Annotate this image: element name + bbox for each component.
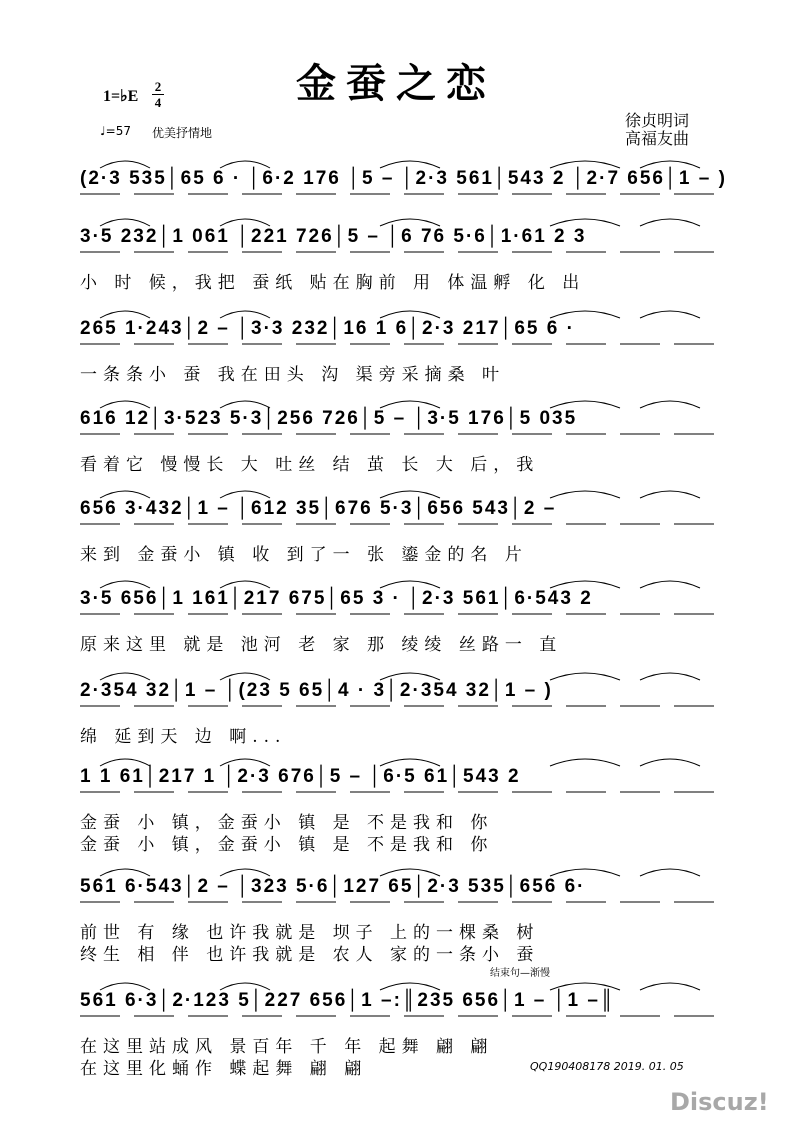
notation-row [80, 310, 720, 348]
notation-text: 265 1·243│2 – │3·3 232│16 1 6│2·3 217│65 6 · [80, 318, 575, 339]
slur-arc [380, 311, 440, 318]
slur-arc [550, 161, 620, 168]
notation-text: 2·354 32│1 – │(23 5 65│4 · 3│2·354 32│1 – ) [80, 680, 553, 701]
slur-arc [100, 983, 150, 990]
slur-arc [220, 759, 270, 766]
slur-arc [640, 869, 700, 876]
slur-arc [380, 869, 440, 876]
lyric-line: 金蚕 小 镇，金蚕小 镇 是 不是我和 你 [80, 813, 494, 833]
notation-text: (2·3 535│65 6 · │6·2 176 │5 – │2·3 561│543 2 │2·7 656│1 – ) [80, 168, 727, 189]
slur-arc [100, 759, 150, 766]
slur-arc [380, 673, 440, 680]
slur-arc [380, 491, 440, 498]
slur-arc [640, 401, 700, 408]
slur-arc [550, 491, 620, 498]
expression-marking: 优美抒情地 [152, 126, 213, 140]
tempo-marking: ♩=57 [100, 124, 131, 138]
notation-row [80, 758, 720, 796]
slur-arc [640, 161, 700, 168]
slur-arc [550, 311, 620, 318]
slur-arc [220, 161, 270, 168]
notation-row [80, 218, 720, 256]
slur-arc [550, 401, 620, 408]
slur-arc [380, 401, 440, 408]
notation-text: 561 6·3│2·123 5│227 656│1 –:║235 656│1 – │1 –║ [80, 990, 616, 1011]
slur-arc [220, 219, 270, 226]
lyric-line: 绵 延到天 边 啊... [80, 727, 287, 747]
slur-arc [100, 219, 150, 226]
time-top: 2 [154, 79, 162, 94]
lyric-line: 终生 相 伴 也许我就是 农人 家的一条小 蚕 [80, 945, 540, 965]
lyric-line: 在这里站成风 景百年 千 年 起舞 翩 翩 [80, 1037, 494, 1057]
notation-text: 1 1 61│217 1 │2·3 676│5 – │6·5 61│543 2 [80, 766, 521, 787]
slur-arc [380, 219, 440, 226]
notation-text: 3·5 232│1 061 │221 726│5 – │6 76 5·6│1·61 2 3 [80, 226, 587, 247]
notation-row [80, 868, 720, 906]
slur-arc [640, 983, 700, 990]
slur-arc [220, 311, 270, 318]
slur-arc [100, 401, 150, 408]
slur-arc [380, 759, 440, 766]
lyric-line: 在这里化蛹作 蝶起舞 翩 翩 [80, 1059, 368, 1079]
lyric-line: 原来这里 就是 池河 老 家 那 绫绫 丝路一 直 [80, 635, 563, 655]
slur-arc [220, 673, 270, 680]
slur-arc [550, 983, 620, 990]
slur-arc [100, 869, 150, 876]
notation-row [80, 490, 720, 528]
notation-text: 3·5 656│1 161│217 675│65 3 · │2·3 561│6·543 2 [80, 588, 593, 609]
slur-arc [640, 759, 700, 766]
time-bottom: 4 [154, 95, 162, 110]
slur-arc [640, 581, 700, 588]
slur-arc [550, 673, 620, 680]
lyric-line: 前世 有 缘 也许我就是 坝子 上的一棵桑 树 [80, 923, 540, 943]
notation-text: 656 3·432│1 – │612 35│676 5·3│656 543│2 – [80, 498, 557, 519]
notation-text: 561 6·543│2 – │323 5·6│127 65│2·3 535│656 6· [80, 876, 586, 897]
slur-arc [640, 311, 700, 318]
composer-credit: 高福友曲 [625, 129, 690, 148]
slur-arc [640, 491, 700, 498]
lyric-line: 一条条小 蚕 我在田头 沟 渠旁采摘桑 叶 [80, 365, 506, 385]
slur-arc [640, 219, 700, 226]
slur-arc [550, 759, 620, 766]
lyric-line: 看着它 慢慢长 大 吐丝 结 茧 长 大 后，我 [80, 455, 540, 475]
slur-arc [380, 161, 440, 168]
lyric-line: 来到 金蚕小 镇 收 到了一 张 鎏金的名 片 [80, 545, 528, 565]
slur-arc [380, 581, 440, 588]
ending-annotation: 结束句—渐慢 [490, 968, 550, 979]
slur-arc [100, 673, 150, 680]
notation-text: 616 12│3·523 5·3│256 726│5 – │3·5 176│5 035 [80, 408, 578, 429]
slur-arc [220, 401, 270, 408]
slur-arc [640, 673, 700, 680]
lyric-line: 金蚕 小 镇，金蚕小 镇 是 不是我和 你 [80, 835, 494, 855]
notation-row [80, 400, 720, 438]
time-signature [152, 80, 164, 109]
slur-arc [220, 983, 270, 990]
slur-arc [100, 311, 150, 318]
slur-arc [220, 581, 270, 588]
watermark: Discuz! [670, 1088, 769, 1116]
notation-row [80, 982, 720, 1020]
song-title: 金蚕之恋 [296, 60, 496, 107]
slur-arc [100, 581, 150, 588]
footer-id: QQ190408178 2019. 01. 05 [530, 1060, 684, 1073]
slur-arc [220, 869, 270, 876]
key-signature: 1=♭E [103, 88, 139, 105]
slur-arc [100, 491, 150, 498]
lyric-line: 小 时 候，我把 蚕纸 贴在胸前 用 体温孵 化 出 [80, 273, 586, 293]
slur-arc [550, 869, 620, 876]
notation-row [80, 580, 720, 618]
slur-arc [550, 581, 620, 588]
notation-row [80, 672, 720, 710]
notation-row [80, 160, 727, 198]
slur-arc [380, 983, 440, 990]
lyricist-credit: 徐贞明词 [625, 111, 690, 130]
slur-arc [550, 219, 620, 226]
slur-arc [220, 491, 270, 498]
slur-arc [100, 161, 150, 168]
